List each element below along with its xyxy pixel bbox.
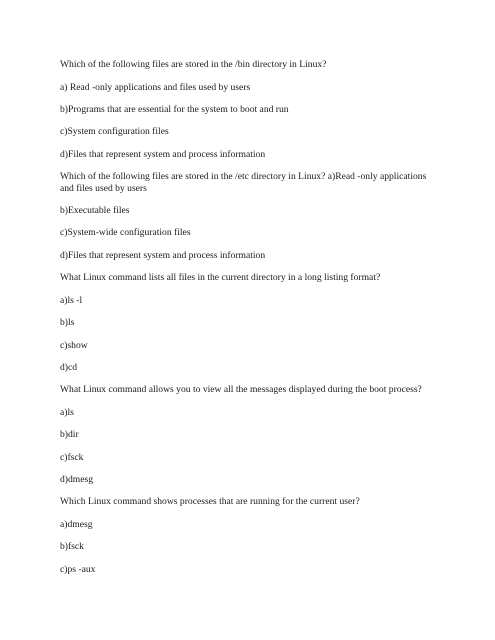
q4-option-c: c)fsck [60, 452, 84, 463]
q2-option-c: c)System-wide configuration files [60, 227, 191, 238]
q3-option-d: d)cd [60, 362, 78, 373]
question-5: Which Linux command shows processes that are running for the current user? [60, 496, 360, 507]
q3-option-b: b)ls [60, 317, 75, 328]
q2-option-d: d)Files that represent system and process information [60, 250, 266, 261]
q1-option-d: d)Files that represent system and process information [60, 149, 266, 160]
question-1: Which of the following files are stored in the /bin directory in Linux? [60, 59, 327, 70]
q1-option-c: c)System configuration files [60, 126, 169, 137]
question-3: What Linux command lists all files in the current directory in a long listing format? [60, 272, 381, 283]
question-2: Which of the following files are stored in the /etc directory in Linux? a)Read -only applications and files used by users [60, 171, 427, 194]
question-4: What Linux command allows you to view all the messages displayed during the boot process? [60, 384, 422, 395]
q1-option-b: b)Programs that are essential for the system to boot and run [60, 104, 289, 115]
q3-option-a: a)ls -l [60, 295, 83, 306]
q3-option-c: c)show [60, 340, 88, 351]
q4-option-b: b)dir [60, 429, 79, 440]
q1-option-a: a) Read -only applications and files used by users [60, 82, 251, 93]
q5-option-b: b)fsck [60, 541, 84, 552]
q5-option-c: c)ps -aux [60, 564, 96, 575]
q4-option-a: a)ls [60, 407, 74, 418]
q4-option-d: d)dmesg [60, 474, 94, 485]
q2-option-b: b)Executable files [60, 205, 130, 216]
q5-option-a: a)dmesg [60, 519, 93, 530]
